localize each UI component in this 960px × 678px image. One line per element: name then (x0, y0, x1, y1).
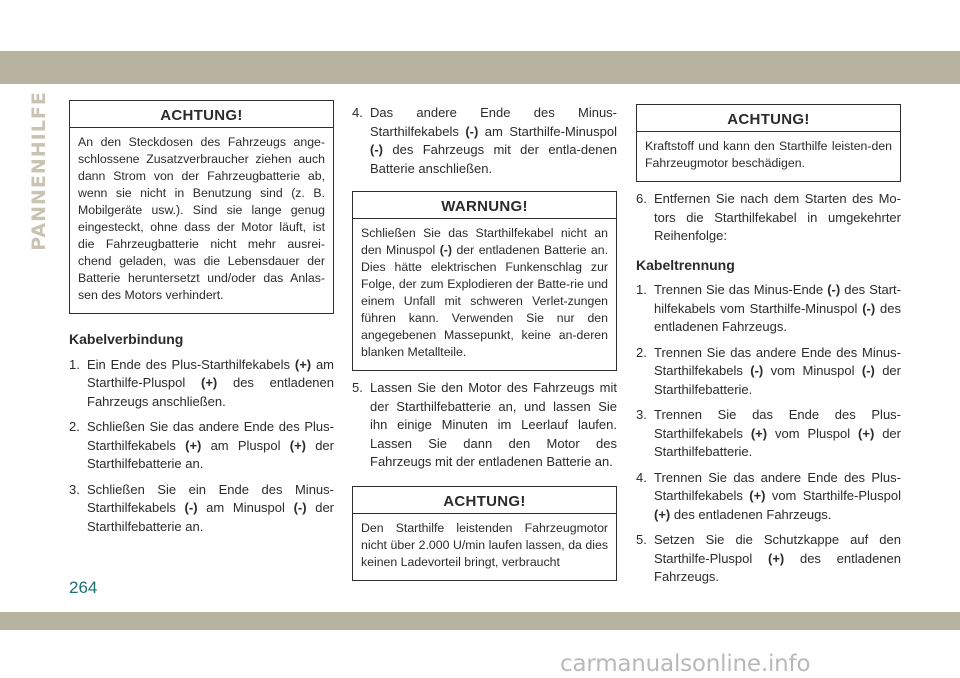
text-part: Trennen Sie das Ende des Plus-Starthilfekabels (654, 407, 901, 441)
item-number: 4. (636, 469, 647, 485)
list-item (636, 281, 901, 337)
list-item (636, 190, 901, 246)
item-number: 2. (636, 344, 647, 360)
text-part: vom Starthilfe-Pluspol (765, 488, 901, 503)
polarity-symbol: (-) (465, 123, 479, 139)
list-item (636, 406, 901, 462)
text-part: der Starthilfebatterie an. (87, 437, 334, 471)
section-heading-kabeltrennung: Kabeltrennung (636, 256, 735, 273)
item-number: 1. (69, 356, 80, 372)
warning-title: WARNUNG! (353, 192, 616, 219)
text-part: am Starthilfe-Minuspol (478, 123, 617, 139)
text-part: des Start-hilfekabels vom Starthilfe-Minuspol (654, 282, 901, 316)
polarity-symbol: (+) (654, 506, 671, 522)
list-item (636, 531, 901, 587)
list-item (636, 344, 901, 400)
list-item (69, 418, 334, 474)
item-text (654, 281, 901, 337)
polarity-symbol: (+) (858, 425, 875, 441)
section-heading-kabelverbindung: Kabelverbindung (69, 331, 184, 347)
item-text (654, 406, 901, 462)
polarity-symbol: (-) (861, 363, 875, 378)
polarity-symbol: (-) (184, 500, 198, 515)
text-part: der Starthilfebatterie an. (87, 500, 334, 534)
caution-title: ACHTUNG! (70, 101, 333, 128)
item-text (87, 356, 334, 412)
list-item (69, 356, 334, 412)
item-text (370, 104, 617, 178)
item-number: 5. (636, 532, 647, 547)
text-part: der Starthilfebatterie. (654, 425, 901, 459)
text-part: des entladenen Fahrzeugs. (670, 506, 832, 522)
item-text: Entfernen Sie nach dem Starten des Mo-tors die Starthilfekabel in umgekehrter Reihenfolge: (654, 191, 901, 243)
warning-text (353, 219, 616, 370)
text-part: am Pluspol (201, 437, 290, 453)
text-part: des Fahrzeugs mit der entla-denen Batterie anschließen. (370, 142, 617, 176)
polarity-symbol: (+) (750, 425, 768, 441)
item-number: 3. (69, 481, 80, 497)
item-text: Lassen Sie den Motor des Fahrzeugs mit der Starthilfebatterie an, und lassen Sie ihn einige Minuten im Leerlauf laufen. Lassen Sie dann den Motor des Fahrzeugs mit der entladenen Batterie an. (370, 380, 617, 469)
text-part: des entladenen Fahrzeugs. (654, 300, 901, 334)
section-tab-label: PANNENHILFE (28, 90, 50, 251)
caution-box (636, 104, 901, 182)
item-number: 3. (636, 407, 647, 422)
polarity-symbol: (-) (827, 282, 841, 297)
text-part: des entladenen Fahrzeugs anschließen. (87, 375, 334, 409)
column-2 (352, 104, 617, 581)
text-part: Schließen Sie das andere Ende des Plus-Starthilfekabels (87, 419, 334, 453)
list-item (69, 481, 334, 537)
bottom-band (0, 612, 960, 630)
caution-box (69, 100, 334, 314)
text-part: Setzen Sie die Schutzkappe auf den Starthilfe-Pluspol (654, 532, 901, 566)
polarity-symbol: (-) (293, 500, 307, 515)
text-part: Trennen Sie das andere Ende des Minus-Starthilfekabels (654, 344, 901, 378)
polarity-symbol: (+) (185, 437, 202, 453)
text-part: Schließen Sie ein Ende des Minus-Starthilfekabels (87, 481, 334, 515)
polarity-symbol: (-) (439, 243, 452, 257)
text-part: Ein Ende des Plus-Starthilfekabels (87, 356, 295, 372)
page-number: 264 (69, 578, 98, 597)
text-part: Schließen Sie das Starthilfekabel nicht an den Minuspol (361, 226, 608, 257)
item-number: 4. (352, 105, 363, 120)
watermark: carmanualsonline.info (560, 651, 811, 677)
column-3 (636, 104, 901, 594)
text-part: Trennen Sie das andere Ende des Plus-Starthilfekabels (654, 469, 901, 503)
caution-text: An den Steckdosen des Fahrzeugs ange-schlossene Zusatzverbraucher ziehen auch dann Strom von der Fahrzeugbatterie ab, wenn sie nicht in Benutzung sind (z. B. Mobilgeräte usw.). Sind sie lange genug eingesteckt, ohne dass der Motor läuft, ist die Fahrzeugbatterie nicht mehr ausrei-chend geladen, was die Lebensdauer der Batterie heruntersetzt und/oder das Anlas-sen des Motors verhindert. (78, 135, 325, 302)
text-part: Das andere Ende des Minus-Starthilfekabels (370, 105, 617, 139)
item-text (654, 531, 901, 587)
list-item (352, 379, 617, 472)
caution-text: Kraftstoff und kann den Starthilfe leisten-den Fahrzeugmotor beschädigen. (645, 139, 892, 170)
text-part: vom Pluspol (767, 425, 859, 441)
item-number: 5. (352, 380, 363, 395)
caution-title: ACHTUNG! (353, 487, 616, 514)
item-text (87, 481, 334, 537)
item-text (654, 344, 901, 400)
item-number: 2. (69, 419, 80, 434)
polarity-symbol: (+) (294, 356, 312, 372)
item-number: 6. (636, 191, 647, 206)
item-text (87, 418, 334, 474)
list-item (636, 469, 901, 525)
item-number: 1. (636, 282, 647, 297)
text-part: Trennen Sie das Minus-Ende (654, 282, 828, 297)
polarity-symbol: (-) (370, 142, 383, 157)
text-part: der entladenen Batterie an. Dies hätte elektrischen Funkenschlag zur Folge, der zum Explodieren der Batte-rie und einem Unfall mit schweren Verlet-zungen führen kann. Verwenden Sie nur den angegebenen Massepunkt, keine an-deren blanken Metallteile. (361, 243, 608, 359)
text-part: am Minuspol (197, 500, 294, 515)
column-1 (69, 100, 334, 543)
text-part: des entladenen Fahrzeugs. (654, 550, 901, 584)
item-text (654, 469, 901, 525)
top-band (0, 51, 960, 84)
polarity-symbol: (+) (768, 550, 785, 566)
caution-title: ACHTUNG! (637, 105, 900, 132)
polarity-symbol: (+) (749, 488, 766, 503)
list-item (352, 104, 617, 178)
section-tab (27, 90, 51, 251)
polarity-symbol: (+) (201, 375, 218, 390)
text-part: vom Minuspol (763, 363, 862, 378)
warning-box (352, 191, 617, 371)
caution-box (352, 486, 617, 581)
polarity-symbol: (-) (862, 300, 876, 316)
polarity-symbol: (+) (289, 437, 306, 453)
text-part: der Starthilfebatterie. (654, 363, 901, 397)
polarity-symbol: (-) (750, 363, 764, 378)
caution-text: Den Starthilfe leistenden Fahrzeugmotor nicht über 2.000 U/min laufen lassen, da dies keinen Ladevorteil bringt, verbraucht (361, 520, 608, 569)
text-part: am Starthilfe-Pluspol (87, 356, 334, 390)
